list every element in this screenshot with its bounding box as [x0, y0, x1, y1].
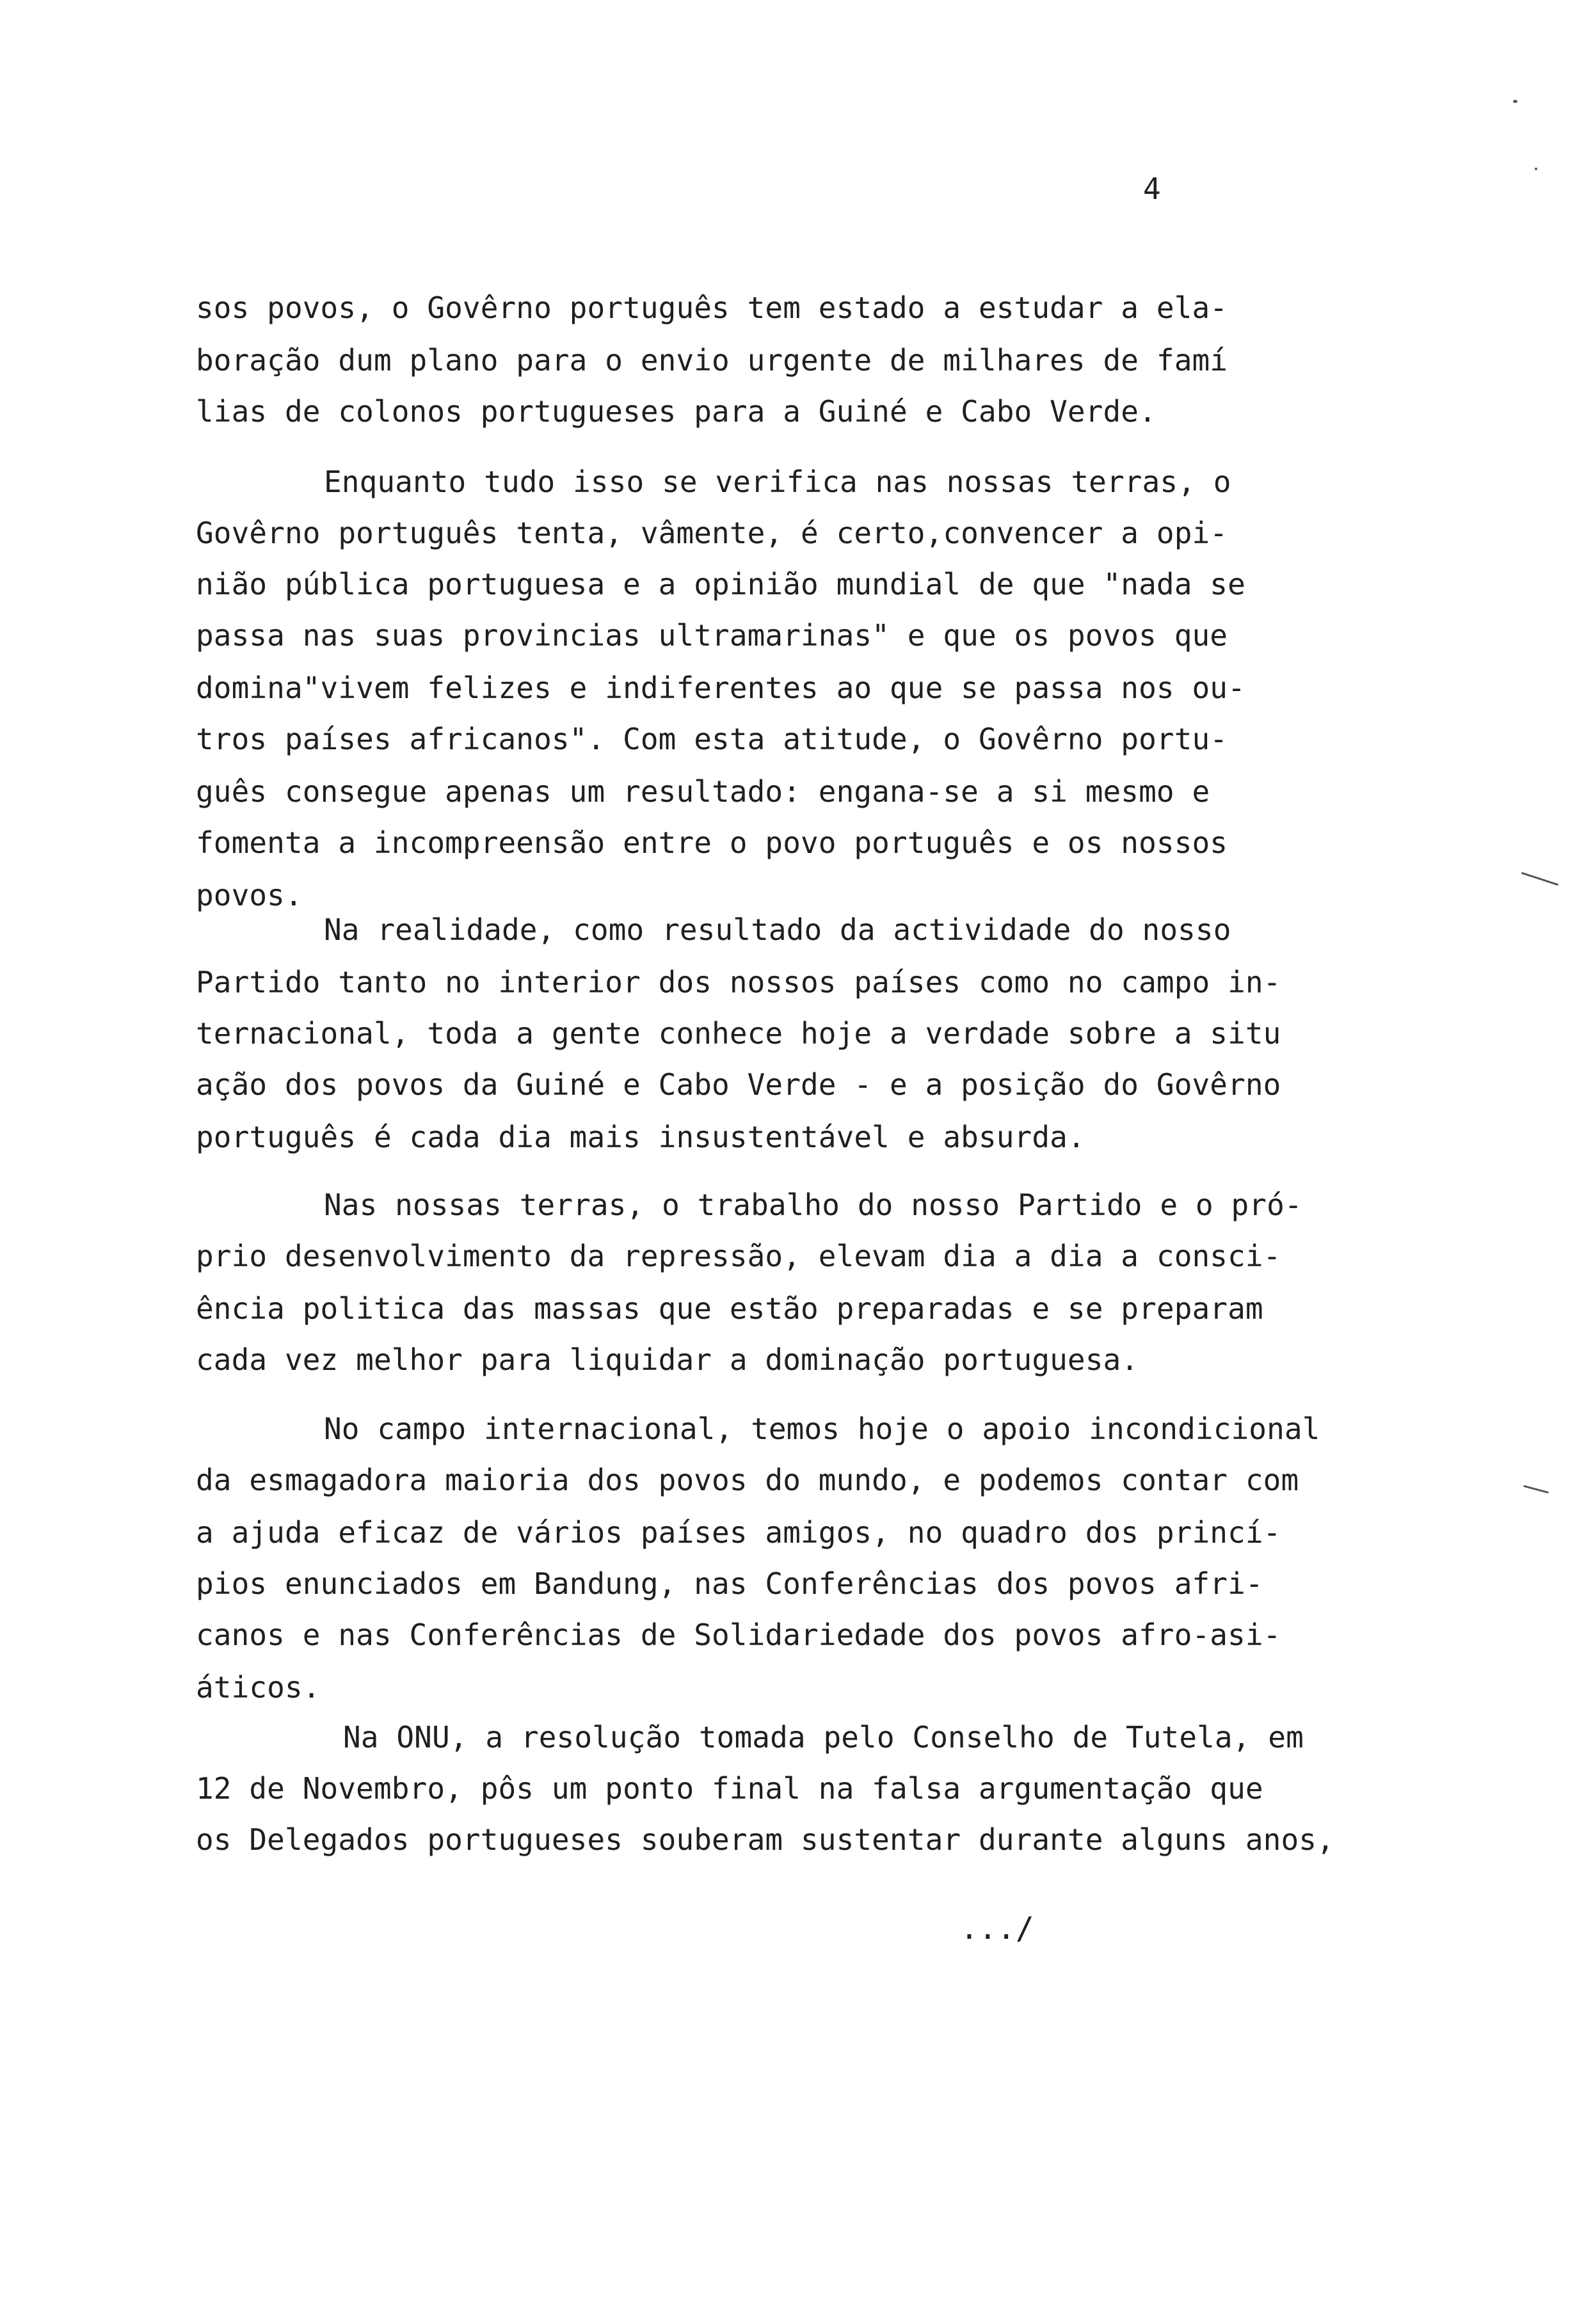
text-line: Govêrno português tenta, vâmente, é certo,convencer a opi- [196, 516, 1228, 550]
text-line: Na ONU, a resolução tomada pelo Conselho de Tutela, em [343, 1720, 1304, 1755]
text-line: 12 de Novembro, pôs um ponto final na falsa argumentação que [196, 1771, 1263, 1806]
text-line: canos e nas Conferências de Solidariedade dos povos afro-asi- [196, 1618, 1281, 1652]
text-line: Na realidade, como resultado da actividade do nosso [324, 912, 1231, 947]
text-line: cada vez melhor para liquidar a dominação portuguesa. [196, 1342, 1139, 1377]
scan-speck [1535, 168, 1537, 170]
text-line: fomenta a incompreensão entre o povo português e os nossos [196, 825, 1228, 860]
text-line: os Delegados portugueses souberam sustentar durante alguns anos, [196, 1822, 1334, 1857]
text-line: pios enunciados em Bandung, nas Conferências dos povos afri- [196, 1566, 1263, 1601]
text-line: lias de colonos portugueses para a Guiné e Cabo Verde. [196, 394, 1157, 429]
text-line: ência politica das massas que estão preparadas e se preparam [196, 1291, 1263, 1326]
scan-mark [1523, 1485, 1548, 1493]
text-line: Partido tanto no interior dos nossos países como no campo in- [196, 965, 1281, 999]
text-line: guês consegue apenas um resultado: engana-se a si mesmo e [196, 774, 1210, 809]
text-line: sos povos, o Govêrno português tem estado a estudar a ela- [196, 290, 1228, 325]
scan-speck [1513, 100, 1517, 103]
text-line: ação dos povos da Guiné e Cabo Verde - e a posição do Govêrno [196, 1067, 1281, 1102]
text-line: boração dum plano para o envio urgente de milhares de famí [196, 343, 1228, 378]
text-line: nião pública portuguesa e a opinião mundial de que "nada se [196, 567, 1245, 601]
text-line: áticos. [196, 1670, 321, 1705]
text-line: a ajuda eficaz de vários países amigos, no quadro dos princí- [196, 1515, 1281, 1550]
text-line: Enquanto tudo isso se verifica nas nossas terras, o [324, 465, 1231, 499]
text-line: prio desenvolvimento da repressão, elevam dia a dia a consci- [196, 1239, 1281, 1273]
text-line: tros países africanos". Com esta atitude, o Govêrno portu- [196, 722, 1228, 756]
text-line: ternacional, toda a gente conhece hoje a verdade sobre a situ [196, 1016, 1281, 1051]
text-line: passa nas suas provincias ultramarinas" e que os povos que [196, 618, 1228, 653]
text-line: português é cada dia mais insustentável e absurda. [196, 1120, 1085, 1154]
text-line: Nas nossas terras, o trabalho do nosso Partido e o pró- [324, 1188, 1302, 1222]
text-line: povos. [196, 878, 303, 912]
page-number: 4 [1143, 171, 1161, 206]
continuation-mark: .../ [960, 1911, 1034, 1946]
text-line: No campo internacional, temos hoje o apoio incondicional [324, 1412, 1320, 1446]
text-line: da esmagadora maioria dos povos do mundo, e podemos contar com [196, 1463, 1299, 1497]
scan-mark [1521, 872, 1558, 886]
text-line: domina"vivem felizes e indiferentes ao que se passa nos ou- [196, 671, 1245, 705]
